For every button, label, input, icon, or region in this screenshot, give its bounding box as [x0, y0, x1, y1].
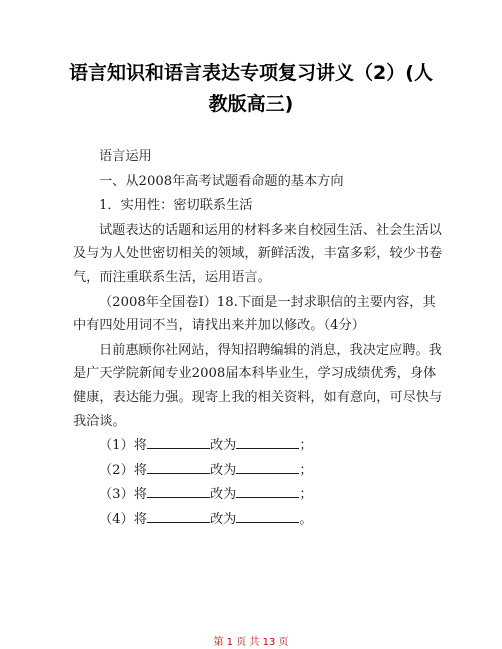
answer-line [73, 508, 445, 532]
answer-blank [147, 509, 210, 523]
answer-line-end: ； [299, 487, 313, 503]
subsection-heading: 一、从2008年高考试题看命题的基本方向 [99, 173, 344, 189]
answer-blank [147, 460, 210, 474]
answer-line-number: （1）将 [99, 438, 147, 454]
answer-line-number: （4）将 [99, 511, 147, 527]
answer-line [73, 434, 445, 458]
question-material: 日前惠顾你社网站，得知招聘编辑的消息，我决定应聘。我是广天学院新闻专业2008届本科毕业生，学习成绩优秀，身体健康，表达能力强。现寄上我的相关资料，如有意向，可尽快与我洽谈。 [73, 342, 443, 429]
answer-line [73, 483, 445, 507]
page-footer: 第 1 页 共 13 页 [213, 637, 289, 648]
answer-blank [236, 435, 299, 449]
document-title: 语言知识和语言表达专项复习讲义（2）(人教版高三) [69, 62, 433, 115]
point-heading: 1．实用性：密切联系生活 [99, 198, 253, 214]
answer-line-connector: 改为 [209, 438, 237, 454]
answer-line-end: ； [299, 438, 313, 454]
answer-line-connector: 改为 [209, 487, 237, 503]
exam-question: （2008年全国卷Ⅰ）18.下面是一封求职信的主要内容，其中有四处用词不当，请找出来并加以修改。（4分） [73, 294, 436, 334]
document-body [73, 145, 445, 533]
body-paragraph: 试题表达的话题和运用的材料多来自校园生活、社会生活以及与为人处世密切相关的领域，新鲜活泼，丰富多彩，较少书卷气，而注重联系生活，运用语言。 [73, 222, 443, 285]
answer-line-connector: 改为 [209, 462, 237, 478]
answer-blank [147, 484, 210, 498]
answer-line-connector: 改为 [209, 511, 237, 527]
answer-line [73, 459, 445, 483]
answer-blank [236, 484, 299, 498]
answer-line-end: ； [299, 462, 313, 478]
answer-line-end: 。 [299, 511, 313, 527]
section-heading: 语言运用 [99, 149, 152, 164]
answer-blank [236, 460, 299, 474]
answer-blank [147, 435, 210, 449]
answer-line-number: （2）将 [99, 462, 147, 478]
answer-line-number: （3）将 [99, 487, 147, 503]
answer-blank [236, 509, 299, 523]
